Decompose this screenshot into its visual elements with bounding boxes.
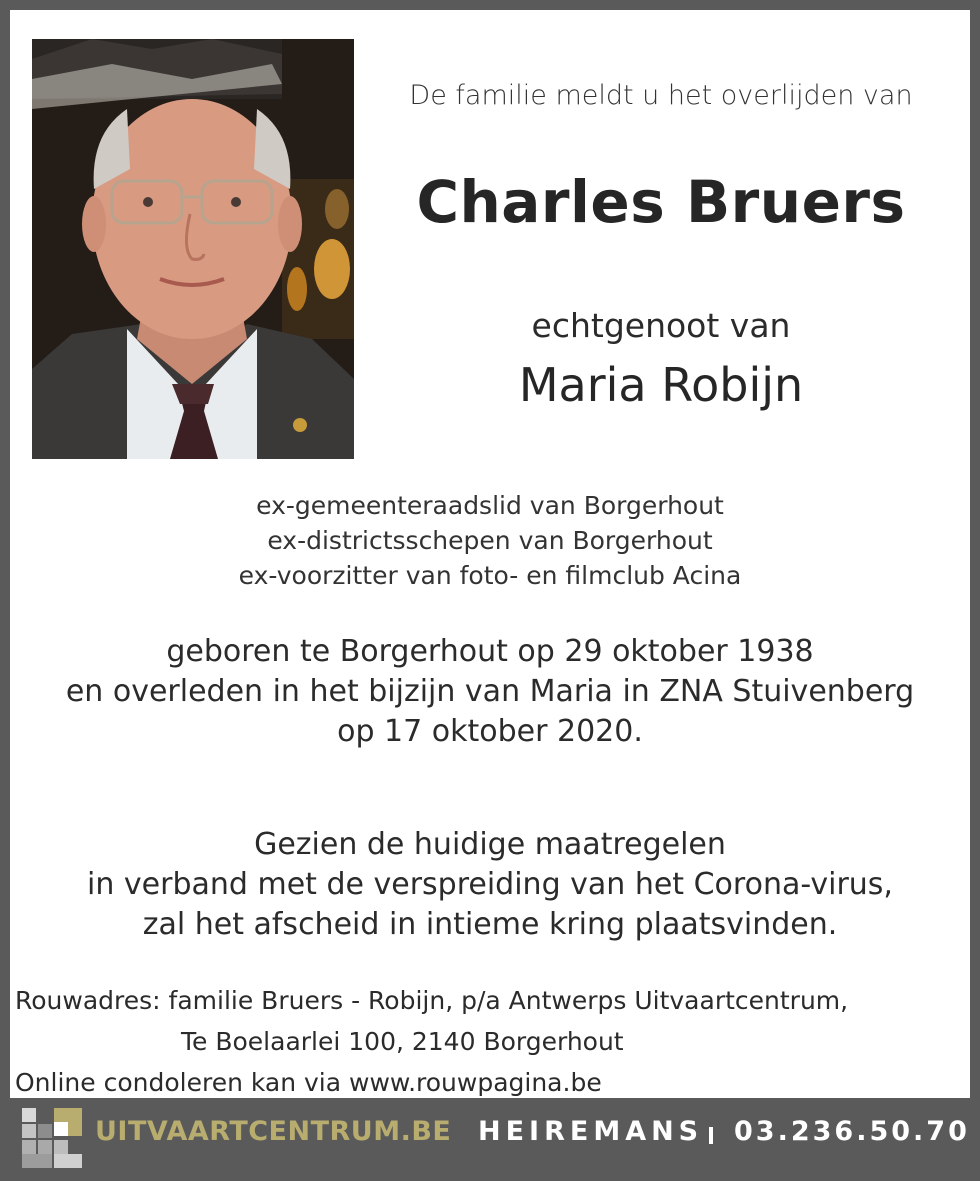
notice-line: in verband met de verspreiding van het Corona-virus, bbox=[87, 867, 893, 902]
death-line: en overleden in het bijzijn van Maria in ZNA Stuivenberg bbox=[65, 674, 915, 709]
role-line: ex-voorzitter van foto- en filmclub Acina bbox=[238, 561, 742, 590]
brand-name: UITVAARTCENTRUM.BE bbox=[95, 1116, 452, 1147]
mourning-address bbox=[15, 980, 965, 1103]
role-line: ex-gemeenteraadslid van Borgerhout bbox=[256, 491, 724, 520]
uitvaartcentrum-logo-mark-icon bbox=[22, 1108, 82, 1168]
portrait-photo bbox=[32, 39, 354, 459]
funeral-home-name: HEIREMANS bbox=[478, 1116, 704, 1147]
footer-separator bbox=[709, 1127, 713, 1144]
notice-line: Gezien de huidige maatregelen bbox=[254, 827, 726, 862]
notice-line: zal het afscheid in intieme kring plaatsvinden. bbox=[142, 907, 838, 942]
roles-list bbox=[10, 488, 970, 593]
phone-number: 03.236.50.70 bbox=[734, 1116, 970, 1147]
address-line-1: Rouwadres: familie Bruers - Robijn, p/a Antwerps Uitvaartcentrum, bbox=[15, 986, 849, 1015]
birth-line: geboren te Borgerhout op 29 oktober 1938 bbox=[166, 634, 814, 669]
spouse-name: Maria Robijn bbox=[518, 358, 804, 412]
corona-notice bbox=[10, 825, 970, 945]
deceased-name: Charles Bruers bbox=[416, 168, 906, 236]
address-line-2: Te Boelaarlei 100, 2140 Borgerhout bbox=[181, 1027, 624, 1056]
footer-bar bbox=[0, 1098, 980, 1181]
obituary-card bbox=[10, 10, 970, 1098]
role-line: ex-districtsschepen van Borgerhout bbox=[267, 526, 713, 555]
life-dates bbox=[10, 632, 970, 752]
announcement-intro: De familie meldt u het overlijden van bbox=[409, 80, 913, 111]
spouse-label: echtgenoot van bbox=[531, 306, 791, 345]
condolence-line: Online condoleren kan via www.rouwpagina.be bbox=[15, 1068, 602, 1097]
death-date-line: op 17 oktober 2020. bbox=[337, 714, 643, 749]
